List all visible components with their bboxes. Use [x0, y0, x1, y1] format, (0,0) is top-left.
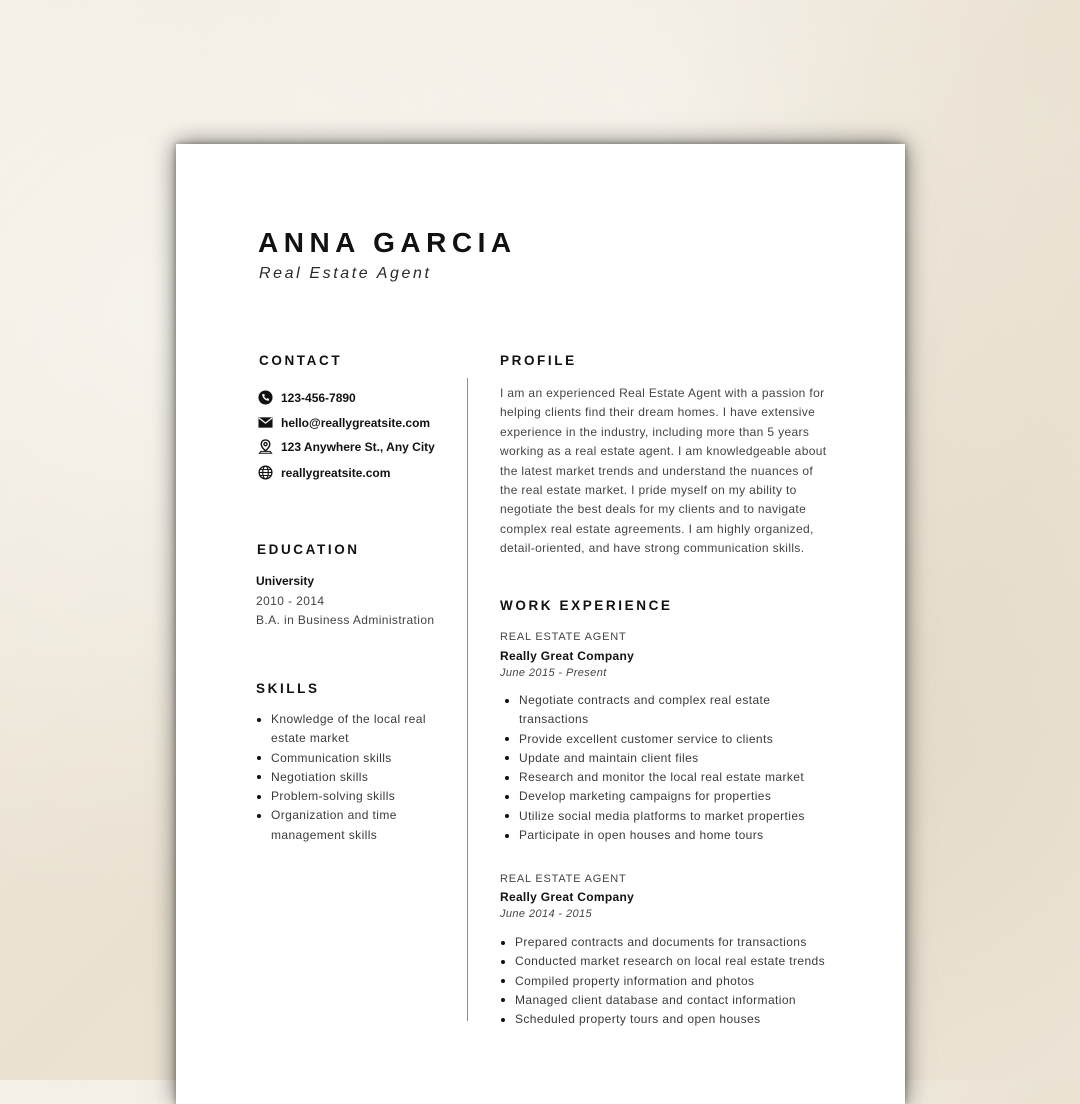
candidate-role: Real Estate Agent — [259, 265, 432, 282]
job-2-duty: Compiled property information and photos — [500, 972, 840, 991]
job-1-company: Really Great Company — [500, 649, 635, 663]
column-divider — [467, 378, 468, 1021]
contact-heading: CONTACT — [259, 353, 343, 368]
skills-list — [256, 710, 446, 845]
skills-heading: SKILLS — [256, 681, 320, 696]
job-1-duty: Develop marketing campaigns for properties — [504, 787, 824, 806]
job-1-duty: Provide excellent customer service to clients — [504, 730, 824, 749]
envelope-icon — [258, 415, 273, 430]
globe-icon — [258, 465, 273, 480]
education-heading: EDUCATION — [257, 542, 360, 557]
education-school: University — [256, 574, 315, 588]
location-pin-icon — [258, 439, 273, 454]
job-2-duty: Prepared contracts and documents for transactions — [500, 933, 840, 952]
profile-heading: PROFILE — [500, 353, 577, 368]
contact-website — [258, 465, 390, 480]
job-1-dates: June 2015 - Present — [500, 667, 607, 679]
profile-text: I am an experienced Real Estate Agent with a passion for helping clients find their dream homes. I have extensive experience in the industry, including more than 5 years working as a real estate agent. I am knowledgeable about the latest market trends and understand the nuances of the real estate market. I pride myself on my ability to negotiate the best deals for my clients and to navigate complex real estate agreements. I am highly organized, detail-oriented, and have strong communication skills. — [500, 386, 827, 556]
job-2-duty: Conducted market research on local real estate trends — [500, 952, 840, 971]
phone-text: 123-456-7890 — [281, 390, 356, 405]
address-text: 123 Anywhere St., Any City — [281, 439, 435, 454]
job-2-duties — [500, 933, 840, 1029]
candidate-name: ANNA GARCIA — [258, 227, 517, 258]
email-text: hello@reallygreatsite.com — [281, 415, 431, 430]
phone-icon — [258, 390, 273, 405]
skill-item: Problem-solving skills — [256, 787, 446, 806]
work-experience-heading: WORK EXPERIENCE — [500, 598, 673, 613]
job-1-duty: Research and monitor the local real estate market — [504, 768, 824, 787]
website-text: reallygreatsite.com — [281, 465, 391, 480]
skill-item: Communication skills — [256, 749, 446, 768]
skill-item: Negotiation skills — [256, 768, 446, 787]
skill-item: Organization and time management skills — [256, 806, 446, 845]
skill-item: Knowledge of the local real estate market — [256, 710, 446, 749]
job-2-company: Really Great Company — [500, 890, 635, 904]
job-1-duties — [504, 691, 824, 845]
job-1-title: REAL ESTATE AGENT — [500, 631, 627, 643]
job-1-duty: Negotiate contracts and complex real estate transactions — [504, 691, 824, 730]
education-years: 2010 - 2014 — [256, 594, 325, 608]
job-2-duty: Scheduled property tours and open houses — [500, 1010, 840, 1029]
contact-address — [258, 439, 435, 454]
contact-phone — [258, 390, 356, 405]
education-degree: B.A. in Business Administration — [256, 613, 435, 627]
job-1-duty: Participate in open houses and home tours — [504, 826, 824, 845]
contact-email — [258, 415, 430, 430]
job-1-duty: Utilize social media platforms to market properties — [504, 807, 824, 826]
job-2-duty: Managed client database and contact information — [500, 991, 840, 1010]
job-1-duty: Update and maintain client files — [504, 749, 824, 768]
job-2-title: REAL ESTATE AGENT — [500, 873, 627, 885]
resume-page — [176, 144, 905, 1104]
job-2-dates: June 2014 - 2015 — [500, 908, 593, 920]
